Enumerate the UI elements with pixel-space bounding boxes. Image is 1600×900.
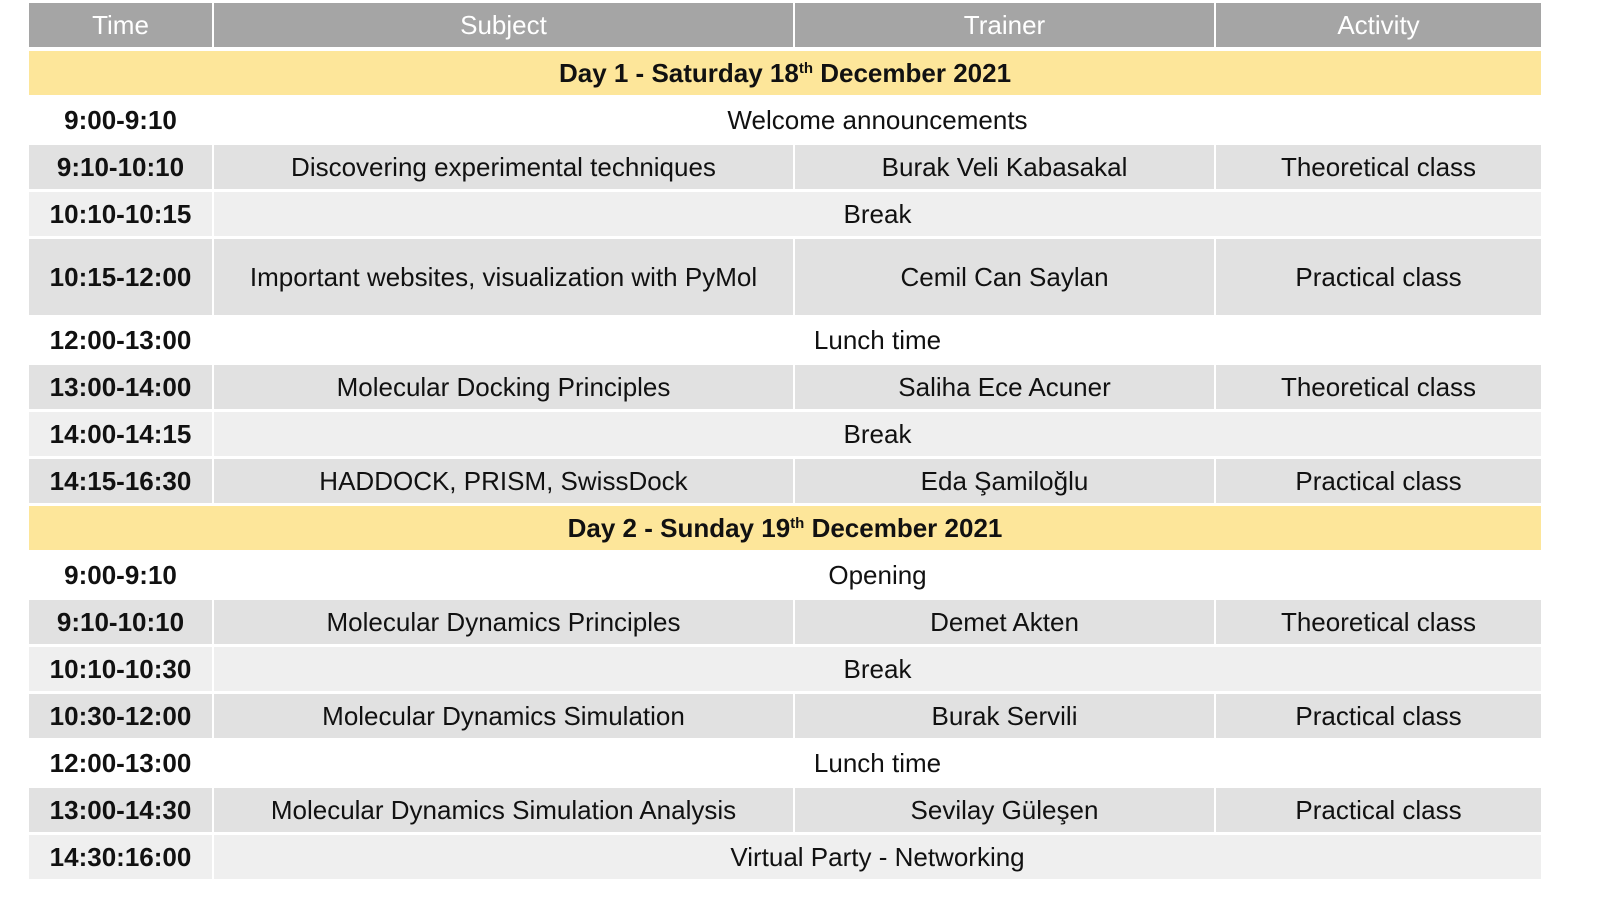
session-note: Opening	[212, 553, 1541, 600]
trainer-cell: Eda Şamiloğlu	[793, 459, 1214, 506]
day-title-ordinal: th	[790, 515, 805, 532]
subject-cell: Molecular Docking Principles	[212, 365, 793, 412]
time-cell: 14:00-14:15	[29, 412, 212, 459]
session-note: Lunch time	[212, 741, 1541, 788]
time-cell: 10:10-10:30	[29, 647, 212, 694]
schedule-row	[29, 459, 1541, 506]
header-time: Time	[29, 3, 212, 51]
trainer-cell: Burak Veli Kabasakal	[793, 145, 1214, 192]
subject-cell: Discovering experimental techniques	[212, 145, 793, 192]
day-title-main: Day 1 - Saturday 18	[558, 58, 799, 88]
activity-cell: Practical class	[1214, 459, 1541, 506]
schedule-table	[29, 3, 1541, 882]
time-cell: 14:30:16:00	[29, 835, 212, 882]
subject-cell: Molecular Dynamics Simulation	[212, 694, 793, 741]
trainer-cell: Sevilay Güleşen	[793, 788, 1214, 835]
schedule-row	[29, 192, 1541, 239]
schedule-row	[29, 98, 1541, 145]
session-note: Virtual Party - Networking	[212, 835, 1541, 882]
activity-cell: Practical class	[1214, 239, 1541, 318]
day-banner	[29, 506, 1541, 553]
subject-cell: Molecular Dynamics Principles	[212, 600, 793, 647]
schedule-row	[29, 788, 1541, 835]
time-cell: 9:00-9:10	[29, 553, 212, 600]
schedule-row	[29, 145, 1541, 192]
schedule-row	[29, 553, 1541, 600]
activity-cell: Practical class	[1214, 694, 1541, 741]
schedule-header	[29, 3, 1541, 51]
activity-cell: Theoretical class	[1214, 600, 1541, 647]
time-cell: 10:15-12:00	[29, 239, 212, 318]
schedule-row	[29, 600, 1541, 647]
time-cell: 9:00-9:10	[29, 98, 212, 145]
header-activity: Activity	[1214, 3, 1541, 51]
session-note: Lunch time	[212, 318, 1541, 365]
time-cell: 12:00-13:00	[29, 318, 212, 365]
time-cell: 13:00-14:00	[29, 365, 212, 412]
session-note: Welcome announcements	[212, 98, 1541, 145]
schedule-body	[29, 51, 1541, 882]
schedule-row	[29, 412, 1541, 459]
day-title-main: Day 2 - Sunday 19	[567, 513, 791, 543]
session-note: Break	[212, 412, 1541, 459]
activity-cell: Practical class	[1214, 788, 1541, 835]
day-title	[29, 51, 1541, 98]
subject-cell: Important websites, visualization with PyMol	[212, 239, 793, 318]
day-title-month-year: December 2021	[804, 513, 1003, 543]
time-cell: 9:10-10:10	[29, 145, 212, 192]
time-cell: 14:15-16:30	[29, 459, 212, 506]
time-cell: 10:10-10:15	[29, 192, 212, 239]
activity-cell: Theoretical class	[1214, 145, 1541, 192]
time-cell: 10:30-12:00	[29, 694, 212, 741]
trainer-cell: Cemil Can Saylan	[793, 239, 1214, 318]
schedule-row	[29, 741, 1541, 788]
schedule-row	[29, 318, 1541, 365]
time-cell: 12:00-13:00	[29, 741, 212, 788]
schedule-row	[29, 365, 1541, 412]
session-note: Break	[212, 647, 1541, 694]
time-cell: 13:00-14:30	[29, 788, 212, 835]
day-banner	[29, 51, 1541, 98]
subject-cell: Molecular Dynamics Simulation Analysis	[212, 788, 793, 835]
header-trainer: Trainer	[793, 3, 1214, 51]
day-title	[29, 506, 1541, 553]
header-subject: Subject	[212, 3, 793, 51]
day-title-ordinal: th	[798, 60, 814, 77]
schedule-row	[29, 694, 1541, 741]
session-note: Break	[212, 192, 1541, 239]
trainer-cell: Saliha Ece Acuner	[793, 365, 1214, 412]
activity-cell: Theoretical class	[1214, 365, 1541, 412]
schedule-row	[29, 239, 1541, 318]
trainer-cell: Burak Servili	[793, 694, 1214, 741]
time-cell: 9:10-10:10	[29, 600, 212, 647]
schedule-row	[29, 647, 1541, 694]
day-title-month-year: December 2021	[813, 58, 1012, 88]
header-row	[29, 3, 1541, 51]
schedule-row	[29, 835, 1541, 882]
subject-cell: HADDOCK, PRISM, SwissDock	[212, 459, 793, 506]
trainer-cell: Demet Akten	[793, 600, 1214, 647]
